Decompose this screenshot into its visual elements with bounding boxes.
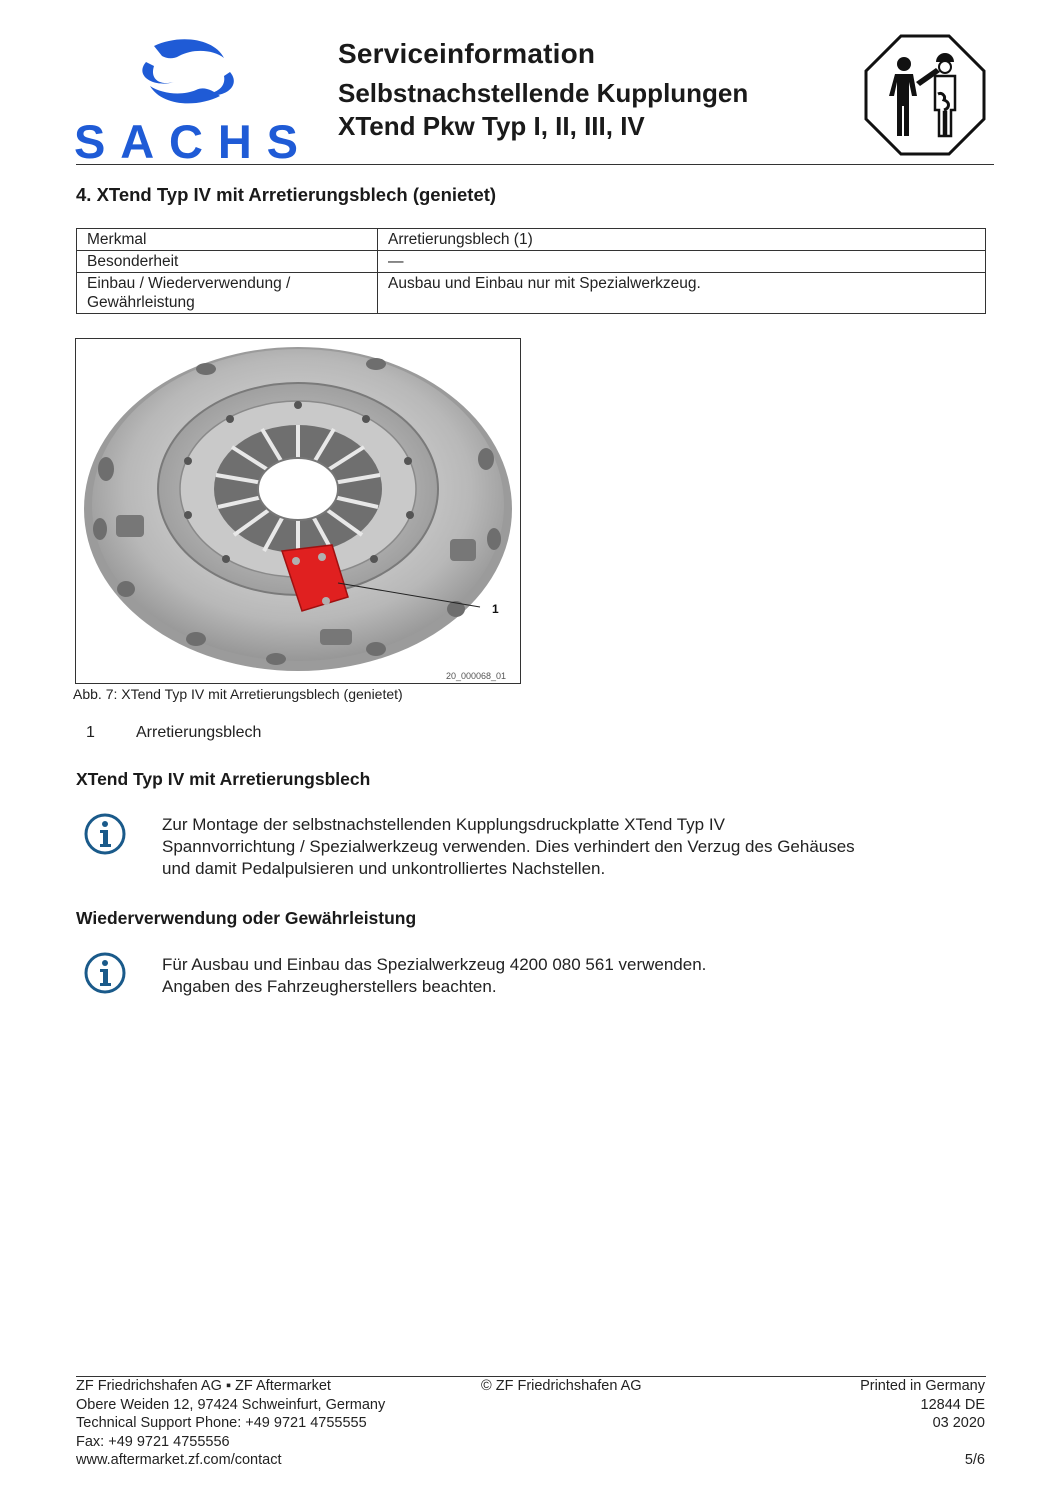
table-value: — xyxy=(378,251,986,273)
legend-label: Arretierungsblech xyxy=(136,724,262,741)
table-row xyxy=(77,273,986,314)
figure-callout: 1 xyxy=(492,602,499,616)
note-heading: XTend Typ IV mit Arretierungsblech xyxy=(76,769,371,789)
legend-number: 1 xyxy=(86,724,95,741)
table-key: Einbau / Wiederverwendung / Gewährleistung xyxy=(77,273,378,314)
info-icon xyxy=(83,951,127,995)
table-value: Arretierungsblech (1) xyxy=(378,229,986,251)
note-text: Für Ausbau und Einbau das Spezialwerkzeug 4200 080 561 verwenden. Angaben des Fahrzeugherstellers beachten. xyxy=(162,955,707,996)
section-heading: 4. XTend Typ IV mit Arretierungsblech (genietet) xyxy=(76,184,497,205)
logo-wordmark: SACHS xyxy=(74,115,298,162)
page-subtitle-line1: Selbstnachstellende Kupplungen xyxy=(338,78,749,108)
figure-code: 20_000068_01 xyxy=(446,671,507,681)
table-key: Besonderheit xyxy=(77,251,378,273)
footer-doc-info: Printed in Germany 12844 DE 03 2020 5/6 xyxy=(860,1378,985,1468)
note-heading: Wiederverwendung oder Gewährleistung xyxy=(76,908,417,928)
footer-website-link[interactable]: www.aftermarket.zf.com/contact xyxy=(76,1452,282,1468)
clutch-figure xyxy=(75,338,521,684)
page-title: Serviceinformation xyxy=(338,38,596,69)
info-icon xyxy=(83,812,127,856)
feature-table xyxy=(76,228,986,314)
header-divider xyxy=(76,164,994,165)
table-row xyxy=(77,251,986,273)
table-value: Ausbau und Einbau nur mit Spezialwerkzeug. xyxy=(378,273,986,314)
sachs-logo xyxy=(74,36,300,162)
page-subtitle-line2: XTend Pkw Typ I, II, III, IV xyxy=(338,111,645,141)
figure-caption: Abb. 7: XTend Typ IV mit Arretierungsblech (genietet) xyxy=(73,686,403,702)
page-number: 5/6 xyxy=(964,1452,985,1468)
table-row xyxy=(77,229,986,251)
footer-address: ZF Friedrichshafen AG ▪ ZF Aftermarket Obere Weiden 12, 97424 Schweinfurt, Germany Technical Support Phone: +49 9721 4755555 Fax: +49 9721 4755556 www.aftermarket.zf.com/contact xyxy=(76,1378,386,1468)
note-text: Zur Montage der selbstnachstellenden Kupplungsdruckplatte XTend Typ IV Spannvorrichtung / Spezialwerkzeug verwenden. Dies verhindert den Verzug des Gehäuses und damit Pedalpulsieren und unkontrolliertes Nachstellen. xyxy=(162,815,855,878)
clutch-pressure-plate-image xyxy=(76,339,520,683)
mechanic-service-icon xyxy=(864,34,986,156)
footer-copyright: © ZF Friedrichshafen AG xyxy=(481,1378,642,1394)
table-key: Merkmal xyxy=(77,229,378,251)
